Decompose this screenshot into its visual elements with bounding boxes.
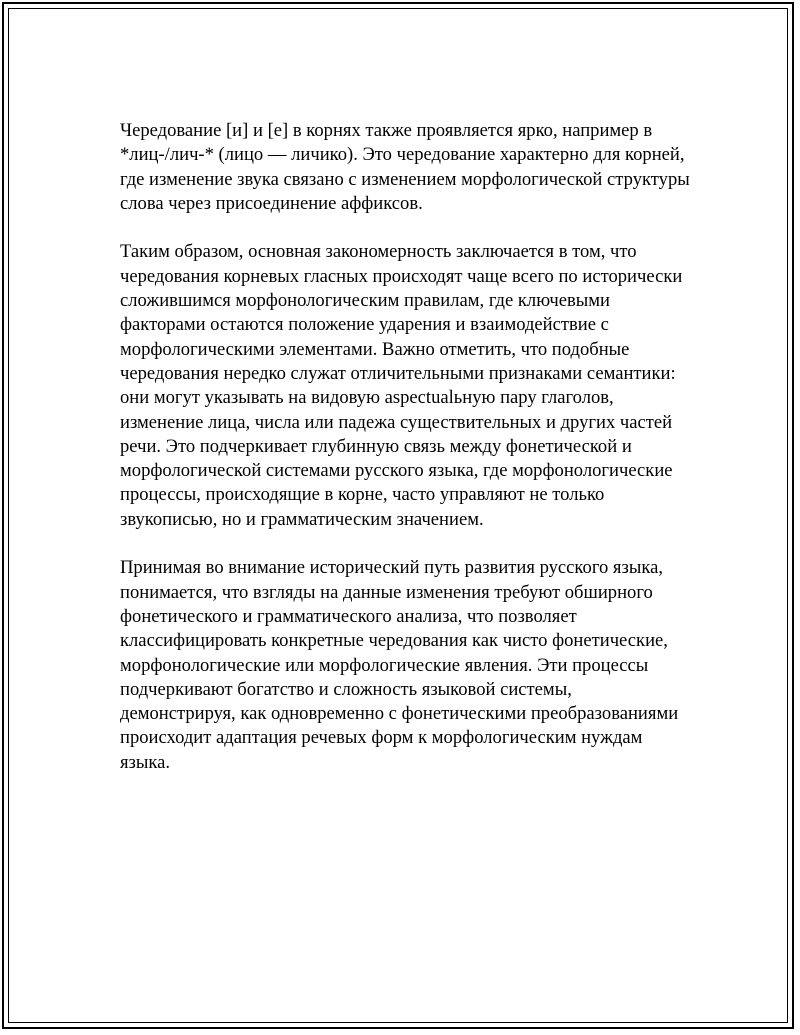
paragraph-2: Таким образом, основная закономерность заключается в том, что чередования корневых гласных происходят чаще всего по исторически сложившимся морфонологическим правилам, где ключевыми факторами остаются положение ударения и взаимодействие с морфологическими элементами. Важно отметить, что подобные чередования нередко служат отличительными признаками семантики: они могут указывать на видовую aspectualьную пару глаголов, изменение лица, числа или падежа существительных и других частей речи. Это подчеркивает глубинную связь между фонетической и морфологической системами русского языка, где морфонологические процессы, происходящие в корне, часто управляют не только звукописью, но и грамматическим значением. (120, 241, 683, 530)
paragraph-3: Принимая во внимание исторический путь развития русского языка, понимается, что взгляды на данные изменения требуют обширного фонетического и грамматического анализа, что позволяет классифицировать конкретные чередования как чисто фонетические, морфонологические или морфологические явления. Эти процессы подчеркивают богатство и сложность языковой системы, демонстрируя, как одновременно с фонетическими преобразованиями происходит адаптация речевых форм к морфологическим нуждам языка. (120, 557, 679, 773)
paragraph-1: Чередование [и] и [е] в корнях также проявляется ярко, например в *лиц-/лич-* (лицо — личико). Это чередование характерно для корней, где изменение звука связано с изменением морфологической структуры слова через присоединение аффиксов. (120, 120, 690, 214)
page-border (2, 2, 794, 1029)
document-body (120, 119, 700, 799)
